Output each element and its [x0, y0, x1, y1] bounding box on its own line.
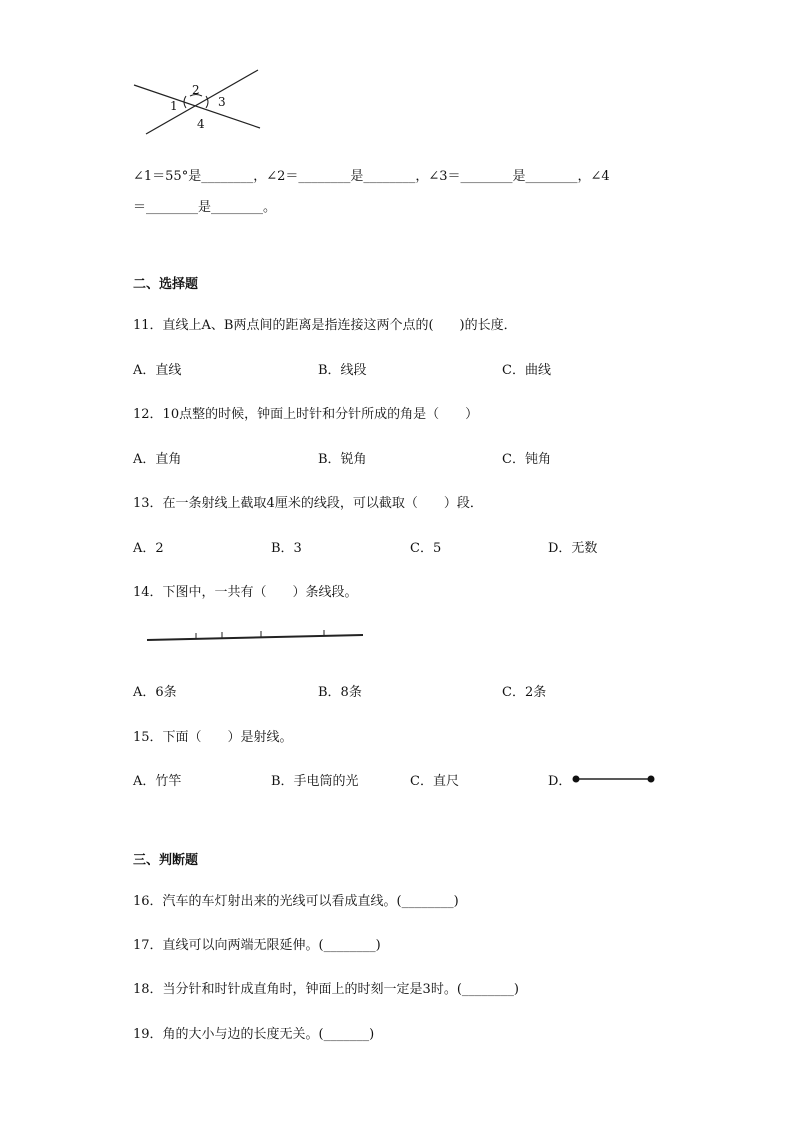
angle-label-3: 3: [218, 95, 226, 109]
question-13: 13．在一条射线上截取4厘米的线段，可以截取（ ）段．: [133, 496, 483, 511]
q12-option-c: C．钝角: [502, 452, 551, 467]
left-endpoint-dot: [573, 776, 580, 783]
q13-option-c: C．5: [410, 541, 442, 556]
section-title-judgement: 三、判断题: [133, 853, 199, 868]
q15-option-b: B．手电筒的光: [271, 774, 359, 789]
question-16: 16．汽车的车灯射出来的光线可以看成直线。(________): [133, 894, 459, 909]
question-19: 19．角的大小与边的长度无关。(_______): [133, 1027, 375, 1042]
question-11: 11．直线上A、B两点间的距离是指连接这两个点的( )的长度．: [133, 318, 517, 333]
q12-option-a: A．直角: [133, 452, 182, 467]
section-title-choice: 二、选择题: [133, 277, 199, 292]
q12-option-b: B．锐角: [318, 452, 367, 467]
segment-figure: [145, 628, 367, 644]
q14-option-b: B．8条: [318, 685, 362, 700]
q13-option-d: D．无数: [548, 541, 598, 556]
angle-label-1: 1: [170, 99, 178, 113]
question-17: 17．直线可以向两端无限延伸。(________): [133, 938, 381, 953]
q15-option-a: A．竹竿: [133, 774, 182, 789]
segment-main-line: [147, 635, 363, 640]
q15-option-c: C．直尺: [410, 774, 459, 789]
q11-option-c: C．曲线: [502, 363, 551, 378]
segment-with-endpoints-figure: [571, 773, 657, 785]
question-18: 18．当分针和时针成直角时，钟面上的时刻一定是3时。(________): [133, 982, 519, 997]
angle-label-4: 4: [197, 117, 205, 131]
q11-option-a: A．直线: [133, 363, 182, 378]
q13-option-b: B．3: [271, 541, 302, 556]
q13-option-a: A．2: [133, 541, 164, 556]
question-12: 12．10点整的时候，钟面上时针和分针所成的角是（ ）: [133, 407, 479, 422]
q15-option-d: D．: [548, 774, 572, 789]
intersecting-lines-figure: [128, 66, 268, 138]
q14-option-a: A．6条: [133, 685, 177, 700]
q14-option-c: C．2条: [502, 685, 547, 700]
angle-arc-right: [206, 96, 208, 108]
angle-fill-line-2: ＝________是________。: [133, 200, 277, 215]
angle-fill-line-1: ∠1＝55°是________，∠2＝________是________，∠3＝________是________，∠4: [133, 169, 610, 184]
q11-option-b: B．线段: [318, 363, 367, 378]
angle-label-2: 2: [192, 83, 200, 97]
question-14: 14．下图中，一共有（ ）条线段。: [133, 585, 358, 600]
question-15: 15．下面（ ）是射线。: [133, 730, 293, 745]
right-endpoint-dot: [648, 776, 655, 783]
